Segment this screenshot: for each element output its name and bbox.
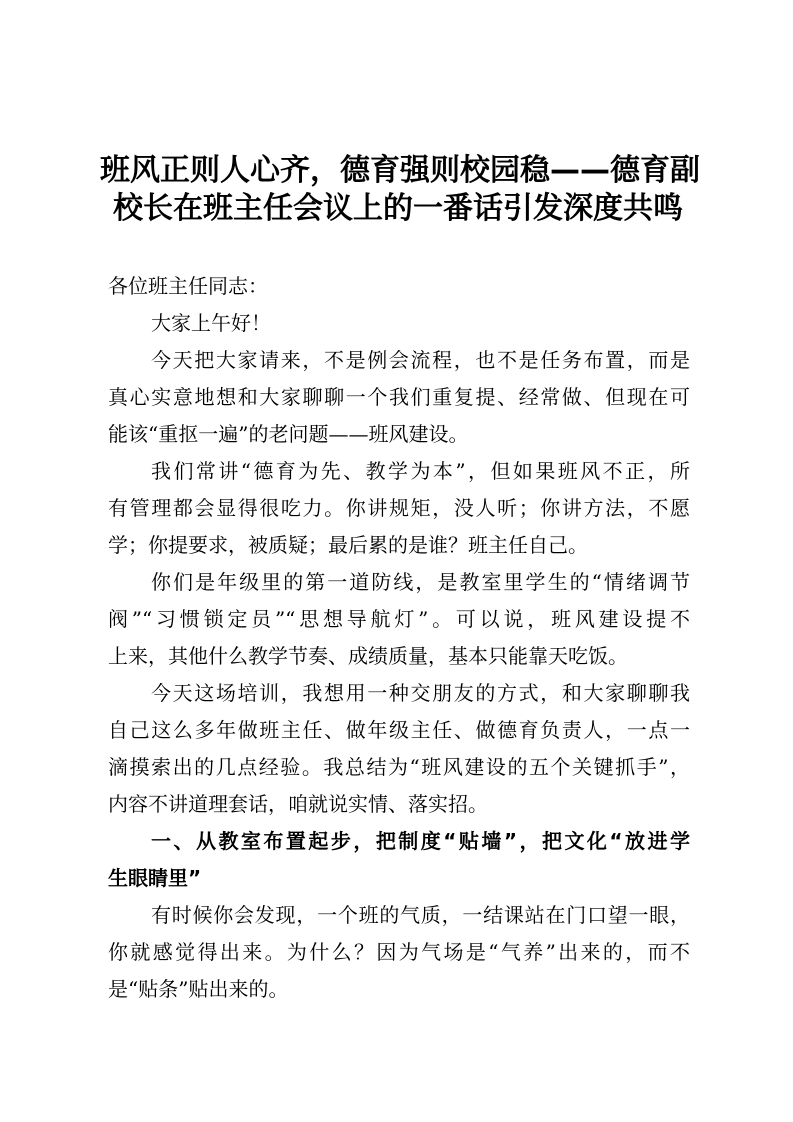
- text-line: 有管理都会显得很吃力。你讲规矩，没人听；你讲方法，不愿: [108, 496, 690, 520]
- text-line: 上来，其他什么教学节奏、成绩质量，基本只能靠天吃饭。: [108, 644, 628, 668]
- paragraph: [108, 453, 690, 564]
- text-line: 学；你提要求，被质疑；最后累的是谁？班主任自己。: [108, 533, 588, 557]
- title-line: 班风正则人心齐，德育强则校园稳——德育副: [100, 153, 700, 188]
- text-line: 能该“重抠一遍”的老问题——班风建设。: [108, 422, 469, 446]
- text-line: 自己这么多年做班主任、做年级主任、做德育负责人，一点一: [108, 718, 690, 742]
- text-line: 内容不讲道理套话，咱就说实情、落实招。: [108, 792, 488, 816]
- text-line: 真心实意地想和大家聊聊一个我们重复提、经常做、但现在可: [108, 385, 690, 409]
- text-line: 滴摸索出的几点经验。我总结为“班风建设的五个关键抓手”，: [108, 755, 690, 779]
- title-line: 校长在班主任会议上的一番话引发深度共鸣: [113, 191, 683, 226]
- paragraph: [108, 342, 690, 453]
- text-line: 生眼睛里”: [108, 866, 202, 890]
- text-line: 一、从教室布置起步，把制度“贴墙”，把文化“放进学: [151, 829, 690, 853]
- text-line: 我们常讲“德育为先、教学为本”，但如果班风不正，所: [151, 459, 690, 483]
- text-line: 各位班主任同志：: [108, 274, 268, 298]
- document-body: [108, 268, 690, 1008]
- text-line: 有时候你会发现，一个班的气质，一结课站在门口望一眼，: [151, 903, 690, 927]
- paragraph: [108, 675, 690, 823]
- section-heading: [108, 823, 690, 897]
- text-line: 是“贴条”贴出来的。: [108, 977, 289, 1001]
- text-line: 你们是年级里的第一道防线，是教室里学生的“情绪调节: [151, 570, 690, 594]
- paragraph: [108, 305, 690, 342]
- text-line: 今天这场培训，我想用一种交朋友的方式，和大家聊聊我: [151, 681, 690, 705]
- paragraph: [108, 897, 690, 1008]
- text-line: 今天把大家请来，不是例会流程，也不是任务布置，而是: [151, 348, 690, 372]
- text-line: 你就感觉得出来。为什么？因为气场是“气养”出来的，而不: [108, 940, 690, 964]
- paragraph: [108, 564, 690, 675]
- document-title: [100, 152, 700, 228]
- paragraph: [108, 268, 690, 305]
- text-line: 大家上午好！: [151, 311, 271, 335]
- text-line: 阀”“习惯锁定员”“思想导航灯”。可以说，班风建设提不: [108, 607, 690, 631]
